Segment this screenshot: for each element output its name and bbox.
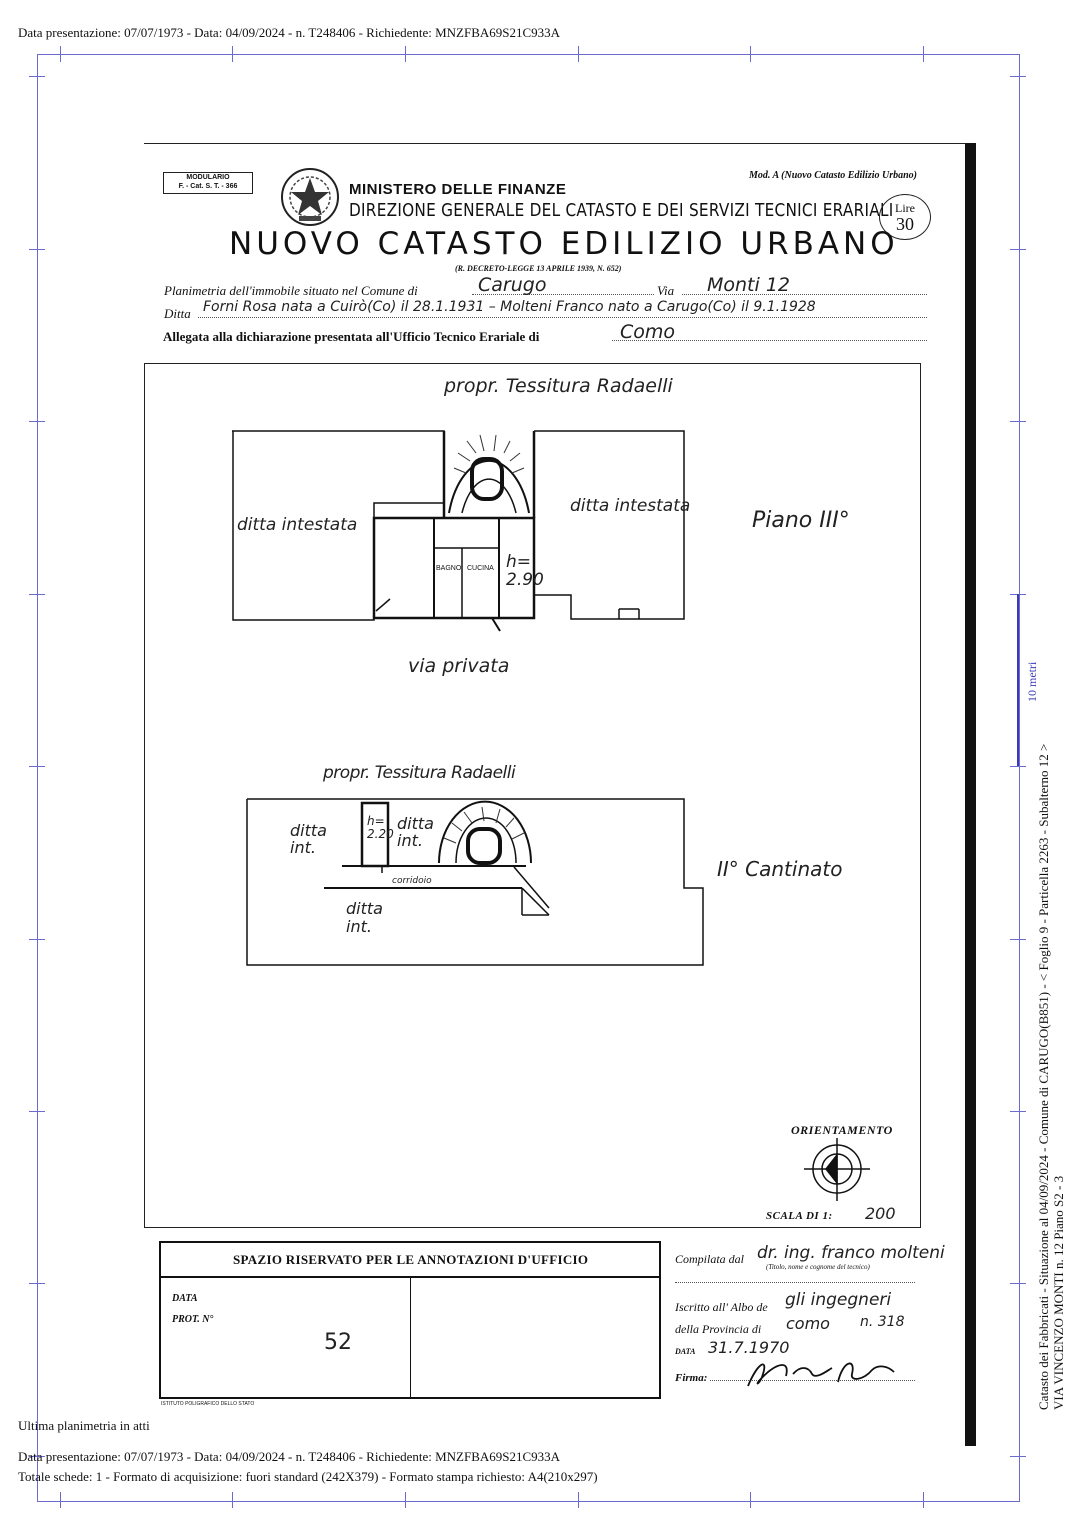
height-label: h= 2.90 [506,552,544,590]
prot-field-label: PROT. N° [172,1314,214,1325]
ufficio-value: Como [620,321,676,343]
footer-line2: Totale schede: 1 - Formato di acquisizione: fuori standard (242X379) - Formato stampa richiesto: A4(210x297) [18,1469,598,1484]
last-plan-note: Ultima planimetria in atti [18,1418,150,1433]
compilata-label: Compilata dal [675,1252,745,1266]
footer-line1: Data presentazione: 07/07/1973 - Data: 04/09/2024 - n. T248406 - Richiedente: MNZFBA69S21C933A [18,1449,561,1464]
emblem-icon [279,166,341,228]
ditta-label: Ditta [164,306,191,321]
stair-hatching [454,435,524,473]
modulario-box [163,172,253,194]
iscritto-value: gli ingegneri [785,1290,892,1310]
ministry-title: MINISTERO DELLE FINANZE [349,181,567,198]
frame-tick [29,249,45,250]
provincia-value: como [786,1314,830,1333]
scale-value: 200 [865,1204,896,1223]
frame-tick [232,46,233,62]
street-label: via privata [408,655,510,677]
albo-number: n. 318 [860,1314,905,1330]
frame-tick [29,421,45,422]
frame-tick [29,1283,45,1284]
direction-title: DIREZIONE GENERALE DEL CATASTO E DEI SERVIZI TECNICI ERARIALI [349,200,894,221]
orientamento-label: ORIENTAMENTO [791,1123,893,1137]
modulario-code: F. - Cat. S. T. - 366 [178,183,238,190]
date-value: 31.7.1970 [708,1338,790,1357]
compass-icon [804,1138,870,1201]
frame-tick [1010,1283,1026,1284]
floor-label: Piano III° [752,508,850,533]
floor-plan-drawing [144,363,921,1228]
top-owner-label: propr. Tessitura Radaelli [444,375,673,397]
frame-tick [578,46,579,62]
prot-number: 52 [324,1330,352,1355]
corridoio-label: corridoio [392,876,432,886]
scale-label: SCALA DI 1: [766,1210,833,1222]
frame-tick [1010,939,1026,940]
date-field-label: DATA [675,1347,696,1356]
frame-tick [1010,421,1026,422]
mod-label: Mod. A (Nuovo Catasto Edilizio Urbano) [749,170,917,181]
frame-tick [29,1111,45,1112]
frame-tick [750,46,751,62]
via-label: Via [657,283,675,298]
basement-mid-label: ditta int. [397,814,434,850]
printer-credit: ISTITUTO POLIGRAFICO DELLO STATO [161,1401,255,1407]
frame-tick [232,1492,233,1508]
planimetria-label: Planimetria dell'immobile situato nel Comune di [164,283,418,298]
cucina-label: CUCINA [467,565,494,572]
basement-bottom-label: ditta int. [346,899,383,936]
bagno-label: BAGNO [436,565,462,572]
modulario-text: MODULARIO [186,174,230,181]
main-title: NUOVO CATASTO EDILIZIO URBANO [229,226,899,262]
side-info-line1: Catasto dei Fabbricati - Situazione al 04/09/2024 - Comune di CARUGO(B851) - < Foglio 9 - Particella 2263 - Subalterno 12 > [1036,743,1051,1410]
via-value: Monti 12 [707,274,791,296]
provincia-label: della Provincia di [675,1322,762,1336]
frame-tick [578,1492,579,1508]
office-vdivider [410,1276,411,1399]
side-info-line2: VIA VINCENZO MONTI n. 12 Piano S2 - 3 [1051,1175,1066,1410]
firma-label: Firma: [675,1372,708,1384]
frame-tick [1010,76,1026,77]
frame-tick [29,939,45,940]
left-ditta-label: ditta intestata [237,515,358,535]
frame-tick [29,766,45,767]
frame-tick [923,46,924,62]
frame-tick [29,594,45,595]
lire-value: 30 [896,214,914,234]
compilata-value: dr. ing. franco molteni [757,1243,945,1263]
frame-tick [923,1492,924,1508]
sheet-top-edge [144,143,976,144]
frame-tick [1010,1456,1026,1457]
basement-owner-label: propr. Tessitura Radaelli [323,763,516,783]
ditta-value: Forni Rosa nata a Cuirò(Co) il 28.1.1931 – Molteni Franco nato a Carugo(Co) il 9.1.1928 [203,299,816,315]
lire-label: Lire [895,201,915,215]
basement-left-label: ditta int. [290,821,327,857]
frame-tick [750,1492,751,1508]
frame-tick [29,76,45,77]
basement-height-label: h= 2.20 [367,814,394,841]
scale-bar-label: 10 metri [1025,661,1039,702]
iscritto-label: Iscritto all' Albo de [675,1300,768,1314]
basement-floor-label: II° Cantinato [717,857,843,881]
frame-tick [60,46,61,62]
frame-tick [405,1492,406,1508]
allegata-label: Allegata alla dichiarazione presentata all'Ufficio Tecnico Erariale di [163,329,540,344]
data-field-label: DATA [172,1293,198,1304]
signature [738,1352,903,1392]
frame-tick [60,1492,61,1508]
frame-tick [1010,249,1026,250]
compilata-note: (Titolo, nome e cognome del tecnico) [766,1263,870,1271]
top-header: Data presentazione: 07/07/1973 - Data: 04/09/2024 - n. T248406 - Richiedente: MNZFBA69S21C933A [18,25,561,40]
decree: (R. DECRETO-LEGGE 13 APRILE 1939, N. 652) [455,264,622,273]
comune-value: Carugo [478,274,547,296]
compilata-extra-line [675,1282,915,1283]
frame-tick [1010,1111,1026,1112]
right-ditta-label: ditta intestata [570,496,691,516]
frame-tick [1010,766,1026,767]
sheet-right-edge [965,143,976,1446]
reserved-title: SPAZIO RISERVATO PER LE ANNOTAZIONI D'UFFICIO [233,1252,589,1267]
scale-bar [1017,594,1019,766]
frame-tick [405,46,406,62]
